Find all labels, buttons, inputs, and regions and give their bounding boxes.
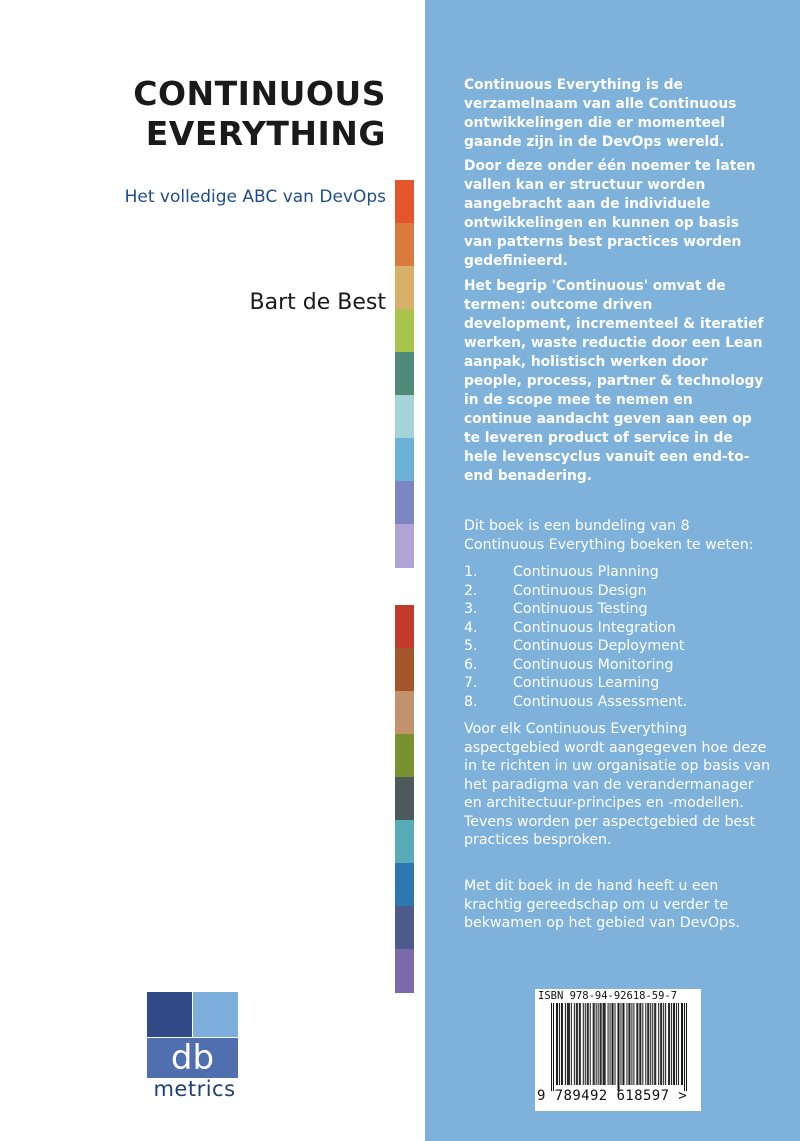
barcode-bar bbox=[663, 1003, 664, 1085]
barcode-bar bbox=[571, 1003, 572, 1085]
color-stripe-top-8 bbox=[395, 481, 414, 525]
barcode-bar bbox=[681, 1003, 682, 1085]
barcode-bar bbox=[661, 1003, 662, 1085]
barcode-bar bbox=[557, 1003, 558, 1085]
barcode-bar bbox=[594, 1003, 595, 1085]
barcode-bar bbox=[660, 1003, 661, 1085]
barcode-bar bbox=[636, 1003, 637, 1085]
barcode-bar bbox=[678, 1003, 679, 1085]
barcode-bar bbox=[587, 1003, 588, 1085]
barcode-bar bbox=[585, 1003, 586, 1085]
barcode-bar bbox=[618, 1003, 619, 1091]
barcode-bar bbox=[561, 1003, 562, 1085]
barcode-bar bbox=[648, 1003, 649, 1085]
color-stripe-bottom-9 bbox=[395, 949, 414, 993]
list-item: 6. Continuous Monitoring bbox=[464, 656, 674, 673]
db-metrics-logo bbox=[147, 992, 242, 1112]
list-item: 2. Continuous Design bbox=[464, 582, 647, 599]
barcode-bar bbox=[631, 1003, 632, 1085]
barcode-bar bbox=[628, 1003, 629, 1085]
barcode-bar bbox=[674, 1003, 675, 1085]
barcode-bar bbox=[640, 1003, 641, 1085]
barcode-bar bbox=[612, 1003, 613, 1085]
barcode-bar bbox=[556, 1003, 557, 1085]
barcode-bar bbox=[633, 1003, 634, 1085]
barcode-bar bbox=[588, 1003, 589, 1085]
isbn-barcode bbox=[535, 989, 701, 1111]
barcode-bar bbox=[658, 1003, 659, 1085]
barcode-bar bbox=[568, 1003, 569, 1085]
barcode-bar bbox=[684, 1003, 685, 1091]
color-stripe-top-3 bbox=[395, 266, 414, 310]
barcode-bar bbox=[577, 1003, 578, 1085]
barcode-bar bbox=[608, 1003, 609, 1085]
author-name: Bart de Best bbox=[249, 290, 386, 315]
list-item: 7. Continuous Learning bbox=[464, 675, 660, 691]
back-paragraph-2: Door deze onder één noemer te laten vallen kan er structuur worden aangebracht aan de individuele ontwikkelingen en kunnen op basis van patterns best practices worden gedefinieerd. bbox=[464, 158, 756, 269]
back-paragraph-1: Continuous Everything is de verzamelnaam van alle Continuous ontwikkelingen die er momenteel gaande zijn in de DevOps wereld. bbox=[464, 77, 737, 150]
color-stripe-bottom-4 bbox=[395, 734, 414, 778]
barcode-bar bbox=[583, 1003, 584, 1085]
barcode-bar bbox=[613, 1003, 614, 1085]
barcode-bar bbox=[562, 1003, 563, 1085]
barcode-bar bbox=[642, 1003, 643, 1085]
color-stripe-bottom-6 bbox=[395, 820, 414, 864]
logo-square-2 bbox=[193, 992, 238, 1037]
color-stripe-top-2 bbox=[395, 223, 414, 267]
barcode-bar bbox=[615, 1003, 616, 1085]
isbn-digits: 9 789492 618597 > bbox=[537, 1088, 688, 1104]
barcode-bar bbox=[596, 1003, 597, 1085]
list-item: 4. Continuous Integration bbox=[464, 619, 676, 636]
barcode-bar bbox=[668, 1003, 669, 1085]
barcode-bar bbox=[603, 1003, 604, 1085]
barcode-bar bbox=[639, 1003, 640, 1085]
barcode-bar bbox=[604, 1003, 605, 1085]
barcode-bar bbox=[669, 1003, 670, 1085]
barcode-bar bbox=[576, 1003, 577, 1085]
color-stripe-top-5 bbox=[395, 352, 414, 396]
book-title bbox=[133, 74, 386, 154]
title-line-2: EVERYTHING bbox=[145, 114, 386, 153]
barcode-bar bbox=[619, 1003, 620, 1091]
color-stripe-top-4 bbox=[395, 309, 414, 353]
barcode-bar bbox=[623, 1003, 624, 1085]
barcode-bar bbox=[626, 1003, 627, 1085]
back-paragraph-3: Het begrip 'Continuous' omvat de termen: outcome driven development, incrementeel & iteratief werken, waste reductie door een Lean aanpak, holistisch werken door people, process, partner & technology in de scope mee te nemen en continue aandacht geven aan een op te leveren product of service in de hele levenscyclus vanuit een end-to-end benadering. bbox=[464, 278, 764, 484]
bundle-intro: Dit boek is een bundeling van 8 Continuous Everything boeken te weten: bbox=[464, 518, 754, 553]
barcode-bar bbox=[673, 1003, 674, 1085]
isbn-label: ISBN 978-94-92618-59-7 bbox=[538, 990, 678, 1002]
color-stripe-top-9 bbox=[395, 524, 414, 568]
color-stripe-top-1 bbox=[395, 180, 414, 224]
color-stripe-top-6 bbox=[395, 395, 414, 439]
color-stripe-top-7 bbox=[395, 438, 414, 482]
back-paragraph-4: Voor elk Continuous Everything aspectgebied wordt aangegeven hoe deze in te richten in uw organisatie op basis van het paradigma van de verandermanager en architectuur-principes en -modellen. Tevens worden per aspectgebied de best practices besproken. bbox=[464, 721, 771, 848]
barcode-bar bbox=[650, 1003, 651, 1085]
barcode-bar bbox=[553, 1003, 554, 1091]
barcode-bar bbox=[654, 1003, 655, 1085]
logo-db-text: db bbox=[170, 1038, 215, 1078]
barcode-bar bbox=[579, 1003, 580, 1085]
logo-square-1 bbox=[147, 992, 192, 1037]
barcode-bar bbox=[590, 1003, 591, 1085]
barcode-bar bbox=[580, 1003, 581, 1085]
barcode-bar bbox=[565, 1003, 566, 1085]
barcode-bar bbox=[665, 1003, 666, 1085]
barcode-bar bbox=[637, 1003, 638, 1085]
color-stripe-bottom-8 bbox=[395, 906, 414, 950]
color-stripe-bottom-1 bbox=[395, 605, 414, 649]
barcode-bar bbox=[647, 1003, 648, 1085]
color-stripe-bottom-5 bbox=[395, 777, 414, 821]
color-stripe-bottom-7 bbox=[395, 863, 414, 907]
barcode-bars bbox=[551, 1003, 687, 1091]
barcode-bar bbox=[574, 1003, 575, 1085]
barcode-bar bbox=[593, 1003, 594, 1085]
barcode-bar bbox=[567, 1003, 568, 1085]
title-line-1: CONTINUOUS bbox=[133, 74, 386, 113]
barcode-bar bbox=[610, 1003, 611, 1085]
barcode-bar bbox=[629, 1003, 630, 1085]
barcode-bar bbox=[655, 1003, 656, 1085]
barcode-bar bbox=[569, 1003, 570, 1085]
back-paragraph-5: Met dit boek in de hand heeft u een krachtig gereedschap om u verder te bekwamen op het gebied van DevOps. bbox=[464, 878, 740, 931]
barcode-bar bbox=[559, 1003, 560, 1085]
barcode-bar bbox=[671, 1003, 672, 1085]
barcode-bar bbox=[645, 1003, 646, 1085]
color-stripe-bottom-2 bbox=[395, 648, 414, 692]
barcode-bar bbox=[620, 1003, 621, 1085]
barcode-bar bbox=[605, 1003, 606, 1085]
logo-metrics-text: metrics bbox=[153, 1077, 236, 1101]
book-list bbox=[464, 563, 774, 711]
book-subtitle: Het volledige ABC van DevOps bbox=[124, 187, 386, 207]
barcode-bar bbox=[601, 1003, 602, 1085]
barcode-bar bbox=[682, 1003, 683, 1085]
barcode-bar bbox=[622, 1003, 623, 1085]
barcode-bar bbox=[652, 1003, 653, 1085]
list-item: 3. Continuous Testing bbox=[464, 601, 648, 617]
list-item: 8. Continuous Assessment. bbox=[464, 693, 688, 710]
color-stripe-bottom-3 bbox=[395, 691, 414, 735]
barcode-bar bbox=[676, 1003, 677, 1085]
barcode-bar bbox=[686, 1003, 687, 1091]
barcode-bar bbox=[598, 1003, 599, 1085]
barcode-bar bbox=[600, 1003, 601, 1085]
list-item: 5. Continuous Deployment bbox=[464, 638, 685, 654]
barcode-bar bbox=[551, 1003, 552, 1091]
list-item: 1. Continuous Planning bbox=[464, 564, 659, 580]
